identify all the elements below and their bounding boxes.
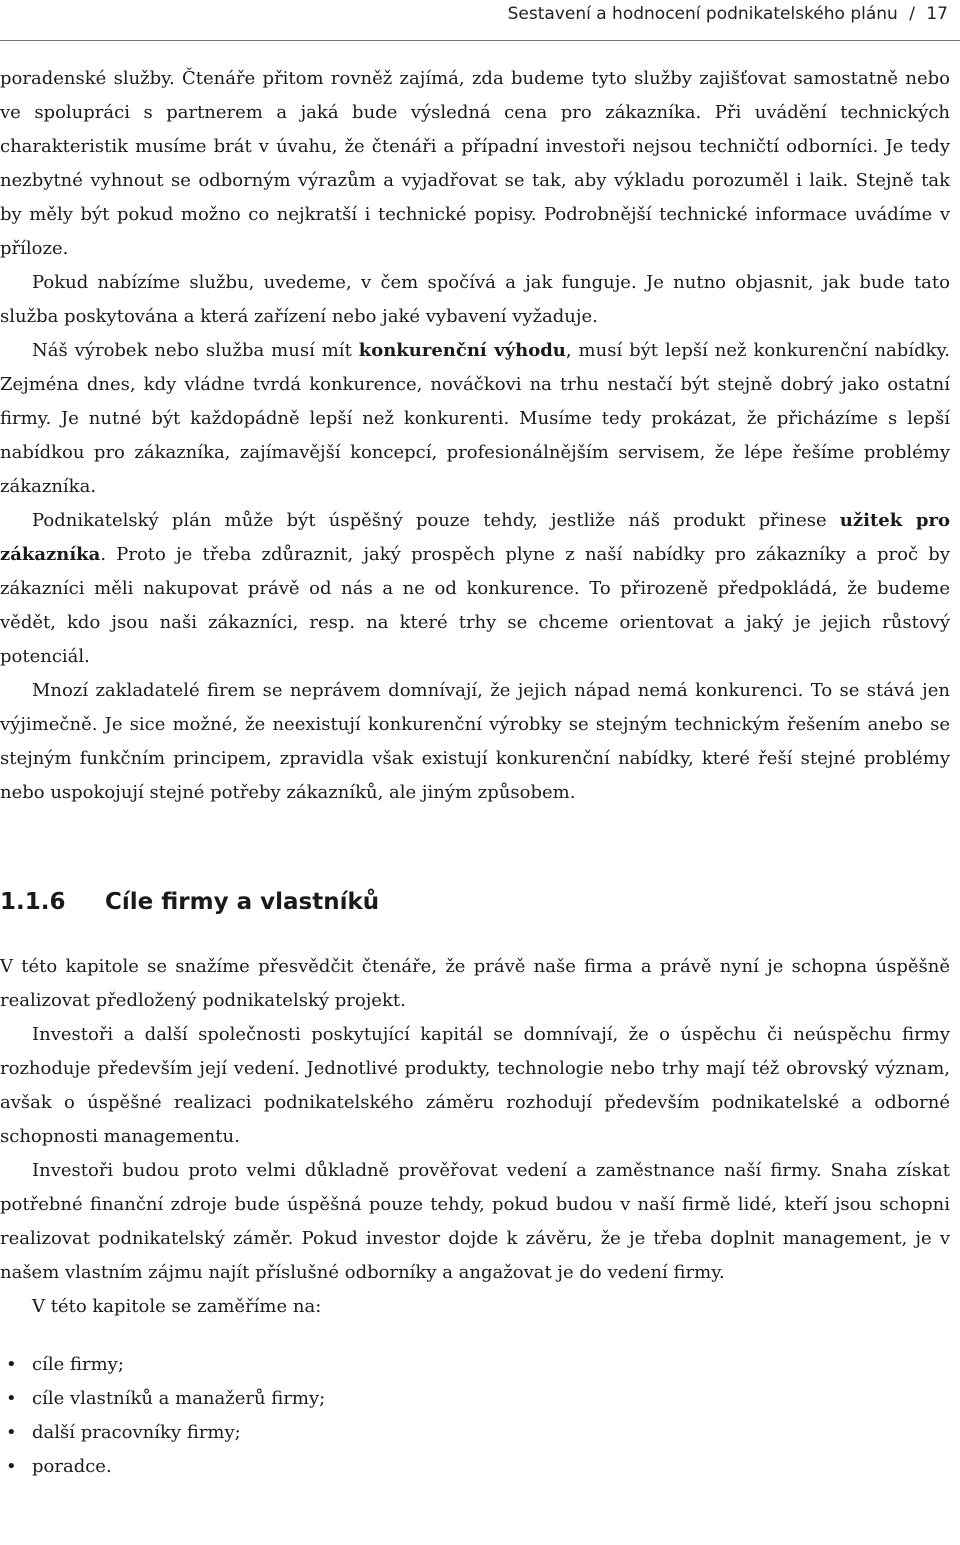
paragraph (0, 674, 950, 810)
bold-text: užitek pro zákazníka (0, 510, 950, 565)
text-run: Mnozí zakladatelé firem se neprávem domnívají, že jejich nápad nemá konkurenci. To se stává jen výjimečně. Je sice možné, že neexistují konkurenční výrobky se stejným technickým řešením anebo se stejným funkčním principem, zpravidla však existují konkurenční nabídky, které řeší stejné problémy nebo uspokojují stejné potřeby zákazníků, ale jiným způsobem. (0, 680, 950, 803)
text-run: poradenské služby. Čtenáře přitom rovněž zajímá, zda budeme tyto služby zajišťovat samostatně nebo ve spolupráci s partnerem a jaká bude výsledná cena pro zákazníka. Při uvádění technických charakteristik musíme brát v úvahu, že čtenáři a případní investoři nejsou techničtí odborníci. Je tedy nezbytné vyhnout se odborným výrazům a vyjadřovat se tak, aby výkladu porozuměl i laik. Stejně tak by měly být pokud možno co nejkratší i technické popisy. Podrobnější technické informace uvádíme v příloze. (0, 68, 950, 259)
text-run: V této kapitole se snažíme přesvědčit čtenáře, že právě naše firma a právě nyní je schopna úspěšně realizovat předložený podnikatelský projekt. (0, 956, 950, 1011)
text-run: Investoři a další společnosti poskytující kapitál se domnívají, že o úspěchu či neúspěchu firmy rozhoduje především její vedení. Jednotlivé produkty, technologie nebo trhy mají též obrovský význam, avšak o úspěšné realizaci podnikatelského záměru rozhodují především podnikatelské a odborné schopnosti managementu. (0, 1024, 950, 1147)
running-title: Sestavení a hodnocení podnikatelského plánu (507, 4, 898, 24)
bullet-icon: • (6, 1388, 17, 1409)
list-item-text: cíle vlastníků a manažerů firmy; (32, 1388, 326, 1409)
list-item-text: další pracovníky firmy; (32, 1422, 241, 1443)
page-body (0, 62, 950, 1484)
running-head (508, 4, 948, 24)
bold-text: konkurenční výhodu (358, 340, 566, 361)
list-item-text: poradce. (32, 1456, 112, 1477)
paragraph (0, 1154, 950, 1290)
text-run: V této kapitole se zaměříme na: (32, 1296, 322, 1317)
list-item (0, 1416, 950, 1450)
paragraph (0, 950, 950, 1018)
paragraph (0, 1018, 950, 1154)
list-item-text: cíle firmy; (32, 1354, 124, 1375)
text-run: Investoři budou proto velmi důkladně prověřovat vedení a zaměstnance naší firmy. Snaha získat potřebné finanční zdroje bude úspěšná pouze tehdy, pokud budou v naší firmě lidé, kteří jsou schopni realizovat podnikatelský záměr. Pokud investor dojde k závěru, že je třeba doplnit management, je v našem vlastním zájmu najít příslušné odborníky a angažovat je do vedení firmy. (0, 1160, 950, 1283)
paragraph (0, 62, 950, 266)
page-number: 17 (926, 4, 948, 24)
text-run: . Proto je třeba zdůraznit, jaký prospěch plyne z naší nabídky pro zákazníky a proč by zákazníci měli nakupovat právě od nás a ne od konkurence. To přirozeně předpokládá, že budeme vědět, kdo jsou naši zákazníci, resp. na které trhy se chceme orientovat a jaký je jejich růstový potenciál. (0, 544, 950, 667)
list-item (0, 1450, 950, 1484)
section-number: 1.1.6 (0, 889, 66, 915)
page-header (0, 0, 960, 41)
body-text-section (0, 950, 950, 1324)
list-item (0, 1382, 950, 1416)
section-heading (0, 882, 950, 922)
paragraph (0, 266, 950, 334)
bullet-icon: • (6, 1456, 17, 1477)
paragraph (0, 334, 950, 504)
text-run: Pokud nabízíme službu, uvedeme, v čem spočívá a jak funguje. Je nutno objasnit, jak bude tato služba poskytována a která zařízení nebo jaké vybavení vyžaduje. (0, 272, 950, 327)
bullet-icon: • (6, 1354, 17, 1375)
paragraph (0, 504, 950, 674)
text-run: , musí být lepší než konkurenční nabídky. Zejména dnes, kdy vládne tvrdá konkurence, nováčkovi na trhu nestačí být stejně dobrý jako ostatní firmy. Je nutné být každopádně lepší než konkurenti. Musíme tedy prokázat, že přicházíme s lepší nabídkou pro zákazníka, zajímavější koncepcí, profesionálnějším servisem, že lépe řešíme problémy zákazníka. (0, 340, 951, 497)
text-run: Náš výrobek nebo služba musí mít (32, 340, 359, 361)
text-run: Podnikatelský plán může být úspěšný pouze tehdy, jestliže náš produkt přinese (32, 510, 840, 531)
bullet-list (0, 1348, 950, 1484)
body-text-top (0, 62, 950, 810)
list-item (0, 1348, 950, 1382)
bullet-icon: • (6, 1422, 17, 1443)
paragraph (0, 1290, 950, 1324)
section-title: Cíle firmy a vlastníků (105, 889, 380, 915)
header-separator: / (909, 4, 915, 24)
